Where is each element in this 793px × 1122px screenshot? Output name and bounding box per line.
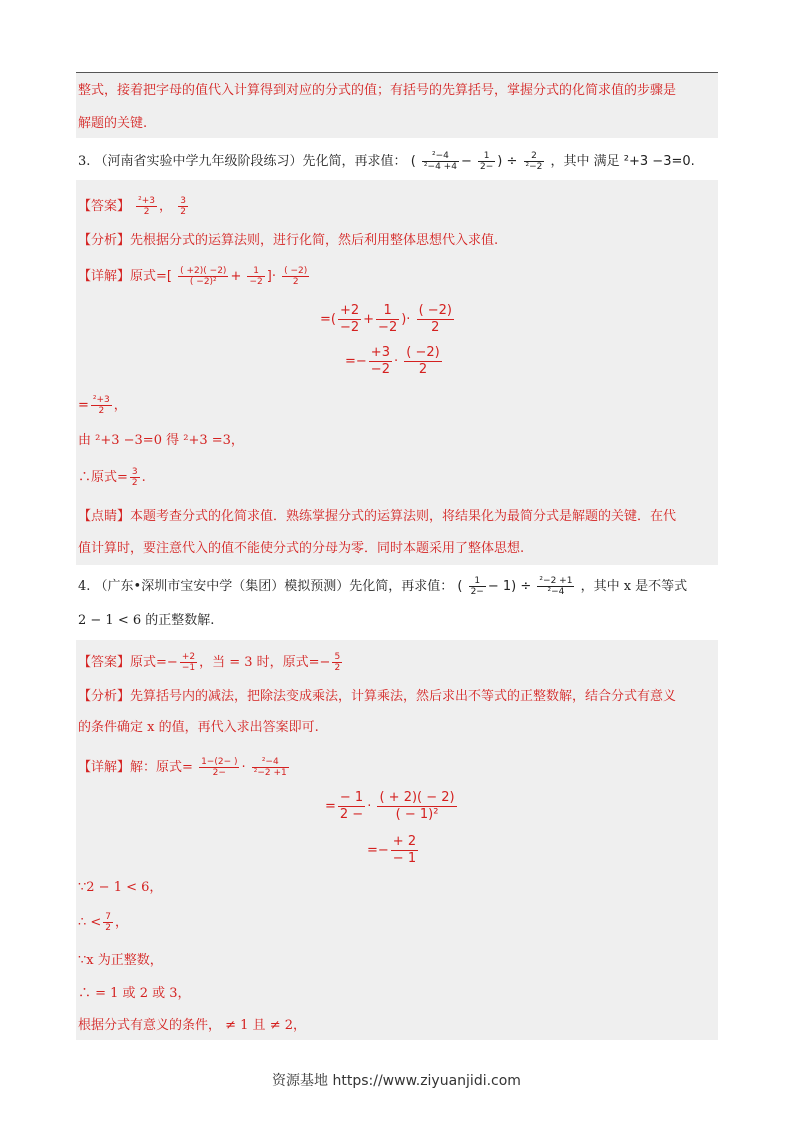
q3-answer: 【答案】 $\frac{\text{²+3}}{2}$ ， $\frac{3}{2}$ bbox=[78, 196, 186, 217]
answer-tag: 【答案】 bbox=[78, 655, 131, 670]
q4-s2-frac2: $\frac{( + 2)( - 2)}{\text{( − 1)²}}$ bbox=[379, 790, 455, 822]
q4-analysis-line2: 的条件确定 x 的值，再代入求出答案即可. bbox=[78, 720, 319, 735]
q4-number: 4. bbox=[78, 579, 91, 594]
q3-detail-step3: =− $\frac{+3}{-2}$ · $\frac{( -2)}{2}$ bbox=[345, 345, 440, 377]
q3-d1-frac2: $\frac{1}{-2}$ bbox=[249, 266, 263, 287]
q3-s4-frac: $\frac{\text{²+3}}{2}$ bbox=[92, 395, 110, 416]
q3-frac1: $\frac{\text{²−4}}{\text{²−4 +4}}$ bbox=[423, 151, 457, 172]
q4-expression: ( $\frac{1}{2-}$ − 1) ÷ $\frac{\text{²−2 +1}}{\text{²−4}}$ bbox=[457, 576, 573, 597]
footer-watermark: 资源基地 https://www.ziyuanjidi.com bbox=[272, 1073, 521, 1089]
q3-detail-step4: = $\frac{\text{²+3}}{2}$ ， bbox=[78, 395, 127, 416]
question-3 bbox=[78, 151, 695, 172]
q3-answer-frac1: $\frac{\text{²+3}}{2}$ bbox=[138, 196, 156, 217]
q3-s3-frac2: $\frac{( -2)}{2}$ bbox=[406, 345, 440, 377]
q3-s2-frac1: $\frac{+2}{-2}$ bbox=[339, 303, 360, 335]
q4-d1-frac2: $\frac{\text{²−4}}{\text{²−2 +1}}$ bbox=[253, 757, 287, 778]
q4-line-condition: 根据分式有意义的条件， ≠ 1 且 ≠ 2， bbox=[78, 1018, 306, 1033]
q4-frac2: $\frac{\text{²−2 +1}}{\text{²−4}}$ bbox=[539, 576, 573, 597]
q3-d1-frac1: $\frac{( +2)( -2)}{\text{( −2)²}}$ bbox=[180, 266, 227, 287]
q4-answer-frac1: $\frac{+2}{-1}$ bbox=[181, 652, 196, 673]
q3-d1-frac3: $\frac{( -2)}{2}$ bbox=[284, 266, 308, 287]
q3-frac3: $\frac{2}{\text{²−2}}$ bbox=[525, 151, 543, 172]
q4-s3-frac: $\frac{+ 2}{- 1}$ bbox=[392, 834, 417, 866]
q4-answer-frac2: $\frac{5}{2}$ bbox=[334, 652, 341, 673]
q3-comment-line2: 值计算时，要注意代入的值不能使分式的分母为零．同时本题采用了整体思想. bbox=[78, 541, 525, 556]
q3-expression: ( $\frac{\text{²−4}}{\text{²−4 +4}}$ − $\frac{1}{2-}$ ) ÷ $\frac{2}{\text{²−2}}$ bbox=[410, 151, 543, 172]
q3-comment-line1: 【点睛】本题考查分式的化简求值．熟练掌握分式的运算法则，将结果化为最简分式是解题的关键．在代 bbox=[78, 509, 677, 524]
q4-line-x-values: ∴ = 1 或 2 或 3， bbox=[78, 986, 191, 1001]
q3-detail-step2: =( $\frac{+2}{-2}$ + $\frac{1}{-2}$ )· $\frac{( -2)}{2}$ bbox=[320, 303, 453, 335]
q3-result-frac: $\frac{3}{2}$ bbox=[131, 467, 138, 488]
q2-tail-line2: 解题的关键. bbox=[78, 116, 148, 131]
q4-analysis-line1: 【分析】先算括号内的减法，把除法变成乘法，计算乘法，然后求出不等式的正整数解，结合分式有意义 bbox=[78, 689, 677, 704]
answer-tag: 【答案】 bbox=[78, 199, 131, 214]
q4-d1-frac1: $\frac{1-(2- )}{2-}$ bbox=[201, 757, 238, 778]
q3-s2-frac3: $\frac{( -2)}{2}$ bbox=[418, 303, 453, 335]
q3-frac2: $\frac{1}{2-}$ bbox=[479, 151, 494, 172]
q3-therefore-line: ∴原式= $\frac{3}{2}$ . bbox=[78, 467, 146, 488]
q3-number: 3. bbox=[78, 154, 91, 169]
q4-condition: ，其中 x 是不等式 bbox=[580, 579, 688, 594]
q4-line-because-ineq: ∵2 − 1 < 6， bbox=[78, 880, 163, 895]
q2-tail-line1: 整式，接着把字母的值代入计算得到对应的分式的值；有括号的先算括号，掌握分式的化简求值的步骤是 bbox=[78, 83, 677, 98]
comment-tag: 【点睛】 bbox=[78, 509, 131, 524]
question-4-line2: 2 − 1 < 6 的正整数解. bbox=[78, 613, 215, 628]
question-4 bbox=[78, 576, 687, 597]
q3-s2-frac2: $\frac{1}{-2}$ bbox=[378, 303, 398, 335]
q3-condition: ，其中 满足 ²+3 −3=0. bbox=[550, 154, 695, 169]
q4-frac1: $\frac{1}{2-}$ bbox=[470, 576, 484, 597]
q4-line-x-bound: ∴ < $\frac{7}{2}$ ， bbox=[78, 912, 129, 933]
q3-from-line: 由 ²+3 −3=0 得 ²+3 =3， bbox=[78, 433, 244, 448]
q3-detail-step1: 【详解】原式=[ $\frac{( +2)( -2)}{\text{( −2)²}}$ + $\frac{1}{-2}$ ]· $\frac{( -2)}{2}$ bbox=[78, 266, 308, 287]
q4-source: （广东•深圳市宝安中学（集团）模拟预测）先化简，再求值： bbox=[94, 579, 454, 594]
analysis-tag: 【分析】 bbox=[78, 233, 131, 248]
q4-detail-step1: 【详解】解：原式= $\frac{1-(2- )}{2-}$ · $\frac{\text{²−4}}{\text{²−2 +1}}$ bbox=[78, 757, 287, 778]
detail-tag: 【详解】 bbox=[78, 760, 131, 775]
q3-analysis: 【分析】先根据分式的运算法则，进行化简，然后利用整体思想代入求值. bbox=[78, 233, 499, 248]
q4-detail-step2: = $\frac{- 1}{2 -}$ · $\frac{( + 2)( - 2)}{\text{( − 1)²}}$ bbox=[325, 790, 455, 822]
q3-source: （河南省实验中学九年级阶段练习）先化简，再求值： bbox=[94, 154, 407, 169]
analysis-tag: 【分析】 bbox=[78, 689, 131, 704]
q4-answer: 【答案】原式=− $\frac{+2}{-1}$ ，当 = 3 时，原式=− $\frac{5}{2}$ bbox=[78, 652, 341, 673]
q3-s3-frac1: $\frac{+3}{-2}$ bbox=[370, 345, 390, 377]
q4-detail-step3: =− $\frac{+ 2}{- 1}$ bbox=[367, 834, 417, 866]
q4-bound-frac: $\frac{7}{2}$ bbox=[105, 912, 112, 933]
q3-answer-frac2: $\frac{3}{2}$ bbox=[180, 196, 186, 217]
q4-line-positive-int: ∵x 为正整数， bbox=[78, 953, 163, 968]
detail-tag: 【详解】 bbox=[78, 269, 131, 284]
q4-s2-frac1: $\frac{- 1}{2 -}$ bbox=[339, 790, 364, 822]
